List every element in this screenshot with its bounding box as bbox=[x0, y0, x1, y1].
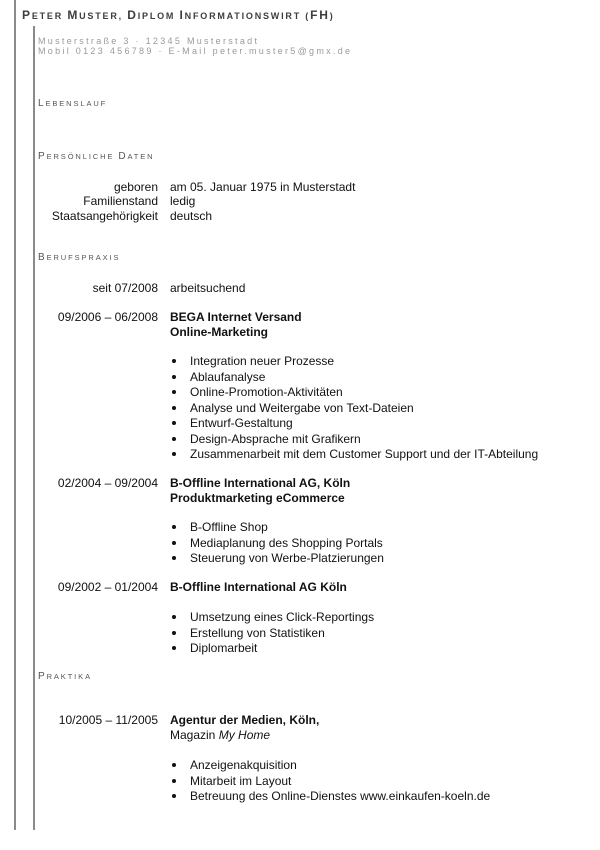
job-title: arbeitsuchend bbox=[170, 281, 246, 295]
list-item: Analyse und Weitergabe von Text-Dateien bbox=[170, 401, 538, 417]
bullet-icon bbox=[172, 421, 176, 425]
job-task-list bbox=[170, 610, 374, 657]
bullet-icon bbox=[172, 406, 176, 410]
bullet-icon bbox=[172, 615, 176, 619]
internship-period: 10/2005 – 11/2005 bbox=[58, 713, 158, 727]
personal-value-nationality: deutsch bbox=[170, 209, 213, 223]
job-company: B-Offline International AG, Köln bbox=[170, 476, 351, 490]
list-item: Steuerung von Werbe-Platzierungen bbox=[170, 551, 384, 567]
bullet-icon bbox=[172, 452, 176, 456]
bullet-icon bbox=[172, 375, 176, 379]
list-item: Betreuung des Online-Dienstes www.einkaufen-koeln.de bbox=[170, 789, 490, 805]
section-heading-persoenliche-daten: PERSÖNLICHE DATEN bbox=[38, 151, 155, 162]
contact-address: Musterstraße 3 · 12345 Musterstadt bbox=[38, 36, 260, 46]
list-item: Online-Promotion-Aktivitäten bbox=[170, 385, 538, 401]
job-role: Online-Marketing bbox=[170, 325, 269, 339]
bullet-icon bbox=[172, 779, 176, 783]
left-margin-rule bbox=[14, 0, 16, 830]
bullet-icon bbox=[172, 541, 176, 545]
list-item: Mediaplanung des Shopping Portals bbox=[170, 536, 384, 552]
list-item: Diplomarbeit bbox=[170, 641, 374, 657]
job-period: 09/2006 – 06/2008 bbox=[57, 310, 158, 324]
bullet-icon bbox=[172, 525, 176, 529]
internship-company: Agentur der Medien, Köln, bbox=[170, 713, 320, 727]
bullet-icon bbox=[172, 390, 176, 394]
job-task-list bbox=[170, 354, 538, 463]
job-role: Produktmarketing eCommerce bbox=[170, 491, 345, 505]
internship-task-list bbox=[170, 758, 490, 805]
internship-role: Magazin My Home bbox=[170, 728, 271, 742]
bullet-icon bbox=[172, 556, 176, 560]
job-company: BEGA Internet Versand bbox=[170, 310, 302, 324]
job-period: 02/2004 – 09/2004 bbox=[57, 476, 158, 490]
list-item: Integration neuer Prozesse bbox=[170, 354, 538, 370]
inner-margin-rule bbox=[33, 26, 35, 830]
bullet-icon bbox=[172, 646, 176, 650]
list-item: Zusammenarbeit mit dem Customer Support und der IT-Abteilung bbox=[170, 447, 538, 463]
list-item: Design-Absprache mit Grafikern bbox=[170, 432, 538, 448]
job-task-list bbox=[170, 520, 384, 567]
list-item: B-Offline Shop bbox=[170, 520, 384, 536]
personal-label-birth: geboren bbox=[113, 180, 158, 194]
personal-label-nationality: Staatsangehörigkeit bbox=[51, 209, 158, 223]
list-item: Entwurf-Gestaltung bbox=[170, 416, 538, 432]
personal-value-birth: am 05. Januar 1975 in Musterstadt bbox=[170, 180, 356, 194]
personal-label-marital: Familienstand bbox=[83, 194, 158, 208]
list-item: Umsetzung eines Click-Reportings bbox=[170, 610, 374, 626]
contact-phone-email: Mobil 0123 456789 · E-Mail peter.muster5@gmx.de bbox=[38, 46, 353, 56]
bullet-icon bbox=[172, 794, 176, 798]
document-title: PETER MUSTER, DIPLOM INFORMATIONSWIRT (FH) bbox=[22, 8, 335, 22]
job-period: seit 07/2008 bbox=[92, 281, 158, 295]
job-company: B-Offline International AG Köln bbox=[170, 580, 347, 594]
section-heading-lebenslauf: LEBENSLAUF bbox=[38, 98, 108, 109]
personal-value-marital: ledig bbox=[170, 194, 196, 208]
bullet-icon bbox=[172, 763, 176, 767]
list-item: Ablaufanalyse bbox=[170, 370, 538, 386]
job-period: 09/2002 – 01/2004 bbox=[57, 580, 158, 594]
section-heading-berufspraxis: BERUFSPRAXIS bbox=[38, 252, 121, 263]
section-heading-praktika: PRAKTIKA bbox=[38, 671, 92, 682]
bullet-icon bbox=[172, 631, 176, 635]
list-item: Erstellung von Statistiken bbox=[170, 626, 374, 642]
list-item: Mitarbeit im Layout bbox=[170, 774, 490, 790]
bullet-icon bbox=[172, 359, 176, 363]
list-item: Anzeigenakquisition bbox=[170, 758, 490, 774]
bullet-icon bbox=[172, 437, 176, 441]
